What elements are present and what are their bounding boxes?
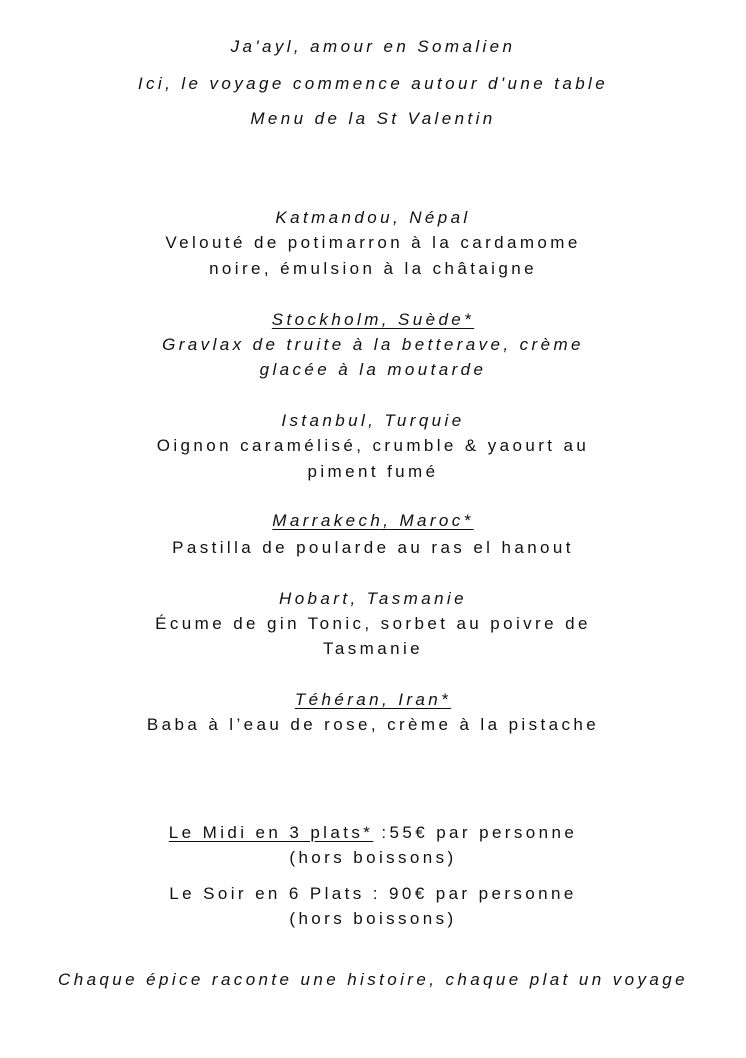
course-place: Stockholm, Suède*: [271, 310, 475, 329]
course-desc: noire, émulsion à la châtaigne: [209, 259, 537, 278]
course-desc: Velouté de potimarron à la cardamome: [165, 233, 581, 252]
course-desc: Baba à l’eau de rose, crème à la pistache: [146, 715, 600, 734]
tagline: Ici, le voyage commence autour d'une table: [137, 74, 609, 93]
course-place: Katmandou, Népal: [275, 208, 471, 227]
course-desc: Écume de gin Tonic, sorbet au poivre de: [155, 614, 591, 633]
restaurant-title: Ja'ayl, amour en Somalien: [230, 37, 516, 56]
midi-price: :55€ par personne: [373, 823, 578, 842]
midi-price-line: [0, 822, 746, 844]
menu-name: Menu de la St Valentin: [250, 109, 496, 128]
course-place: Téhéran, Iran*: [294, 690, 452, 709]
course-place: Istanbul, Turquie: [281, 411, 465, 430]
course-desc: glacée à la moutarde: [259, 360, 487, 379]
course-desc: Oignon caramélisé, crumble & yaourt au: [156, 436, 590, 455]
course-place: Marrakech, Maroc*: [272, 511, 474, 530]
soir-price-line: Le Soir en 6 Plats : 90€ par personne: [169, 884, 577, 903]
soir-note: (hors boissons): [289, 909, 457, 928]
midi-note: (hors boissons): [289, 848, 457, 867]
course-desc: Pastilla de poularde au ras el hanout: [172, 538, 574, 557]
course-desc: piment fumé: [307, 462, 439, 481]
course-desc: Tasmanie: [323, 639, 423, 658]
course-desc: Gravlax de truite à la betterave, crème: [162, 335, 584, 354]
course-place: Hobart, Tasmanie: [279, 589, 467, 608]
midi-label: Le Midi en 3 plats*: [168, 823, 374, 842]
footer-slogan: Chaque épice raconte une histoire, chaque plat un voyage: [58, 970, 688, 989]
